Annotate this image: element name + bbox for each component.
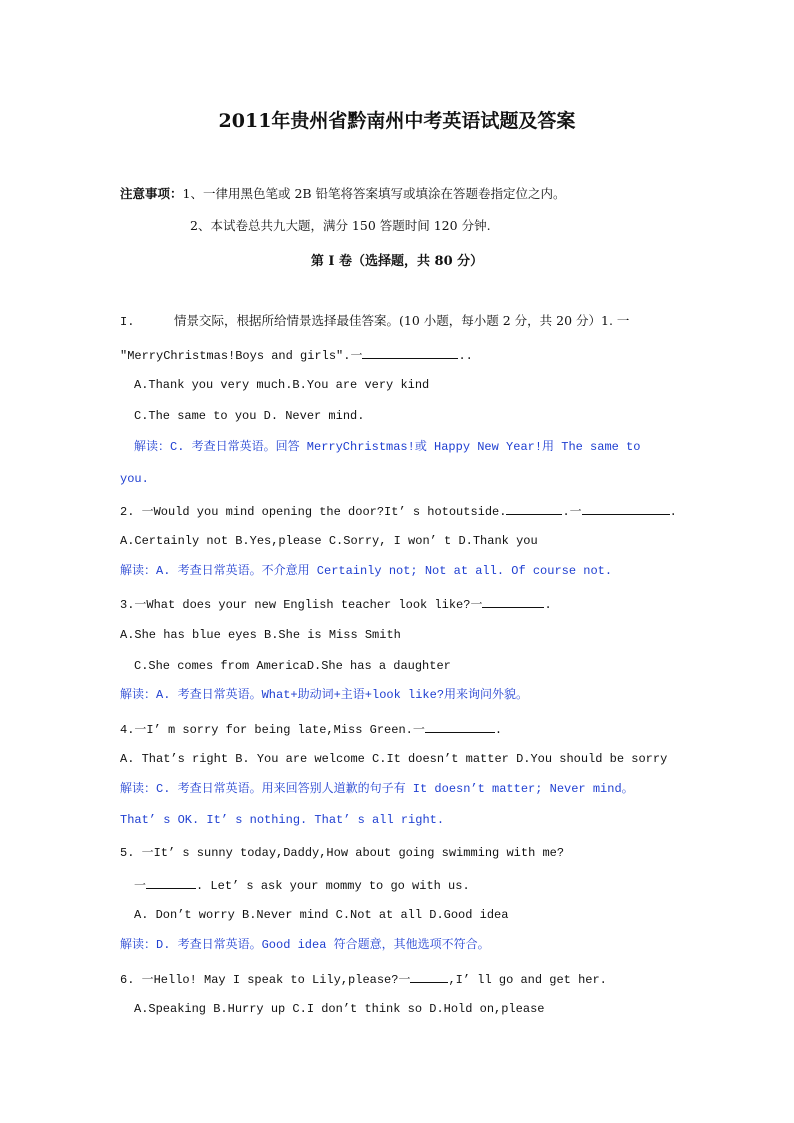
answer-blank — [410, 970, 448, 983]
q4-options: A. That’s right B. You are welcome C.It doesn’t matter D.You should be sorry — [120, 752, 668, 766]
answer-blank — [146, 876, 196, 889]
q1-explanation-a: 解读：C. 考查日常英语。回答 MerryChristmas!或 Happy New Year!用 The same to — [134, 440, 641, 454]
q6-text-a: 6. 一Hello! May I speak to Lily,please?一 — [120, 973, 411, 987]
q5-dash: 一 — [134, 879, 147, 893]
q2-stem — [120, 502, 677, 520]
q4-explanation-b: That’ s OK. It’ s nothing. That’ s all right. — [120, 813, 445, 827]
q5-explanation: 解读：D. 考查日常英语。Good idea 符合题意，其他选项不符合。 — [120, 938, 490, 952]
q4-explanation-a: 解读：C. 考查日常英语。用来回答别人道歉的句子有 It doesn’t matter; Never mind。 — [120, 782, 634, 796]
q3-text-b: . — [544, 598, 552, 612]
q4-stem — [120, 720, 502, 738]
answer-blank — [482, 595, 544, 608]
q3-explanation: 解读：A. 考查日常英语。What+助动词+主语+look like?用来询问外貌。 — [120, 688, 529, 702]
notes-label: 注意事项： — [120, 186, 183, 201]
q3-text-a: 3.一What does your new English teacher look like?一 — [120, 598, 483, 612]
q2-text-a: 2. 一Would you mind opening the door?It’ s hotoutside. — [120, 505, 507, 519]
notes-item-1: 1、一律用黑色笔或 2B 铅笔将答案填写或填涂在答题卷指定位之内。 — [182, 186, 566, 201]
notes-line-1 — [120, 186, 566, 202]
q2-text-b: .一 — [562, 505, 582, 519]
q1-text-a: "MerryChristmas!Boys and girls".一 — [120, 349, 363, 363]
q4-text-a: 4.一I’ m sorry for being late,Miss Green.一 — [120, 723, 425, 737]
q5-stem: 5. 一It’ s sunny today,Daddy,How about going swimming with me? — [120, 846, 565, 860]
q6-stem — [120, 970, 607, 988]
section-instruction: 情景交际，根据所给情景选择最佳答案。(10 小题，每小题 2 分，共 20 分）1. 一 — [174, 313, 630, 328]
answer-blank — [582, 502, 670, 515]
q2-text-c: . — [669, 505, 677, 519]
answer-blank — [506, 502, 562, 515]
q5-reply — [134, 876, 470, 894]
q3-options-a: A.She has blue eyes B.She is Miss Smith — [120, 628, 401, 642]
q6-text-b: ,I’ ll go and get her. — [448, 973, 607, 987]
q1-explanation-b: you. — [120, 472, 149, 486]
answer-blank — [425, 720, 495, 733]
notes-item-2: 2、本试卷总共九大题，满分 150 答题时间 120 分钟. — [190, 218, 491, 233]
q2-options: A.Certainly not B.Yes,please C.Sorry, I won’ t D.Thank you — [120, 534, 538, 548]
q5-options: A. Don’t worry B.Never mind C.Not at all D.Good idea — [134, 908, 509, 922]
q3-stem — [120, 595, 552, 613]
q1-text-b: .. — [458, 349, 473, 363]
answer-blank — [362, 346, 458, 359]
section-number: I. — [120, 315, 135, 329]
q1-options-b: C.The same to you D. Never mind. — [134, 409, 365, 423]
volume-title: 第 I 卷（选择题，共 80 分） — [310, 254, 484, 269]
q5-reply-text: . Let’ s ask your mommy to go with us. — [196, 879, 470, 893]
q6-options: A.Speaking B.Hurry up C.I don’t think so D.Hold on,please — [134, 1002, 545, 1016]
q3-options-b: C.She comes from AmericaD.She has a daughter — [134, 659, 451, 673]
page-title: 2011年贵州省黔南州中考英语试题及答案 — [218, 110, 576, 132]
q1-stem-continued — [120, 346, 473, 364]
q1-options-a: A.Thank you very much.B.You are very kind — [134, 378, 430, 392]
q2-explanation: 解读：A. 考查日常英语。不介意用 Certainly not; Not at all. Of course not. — [120, 564, 613, 578]
q4-text-b: . — [494, 723, 503, 737]
